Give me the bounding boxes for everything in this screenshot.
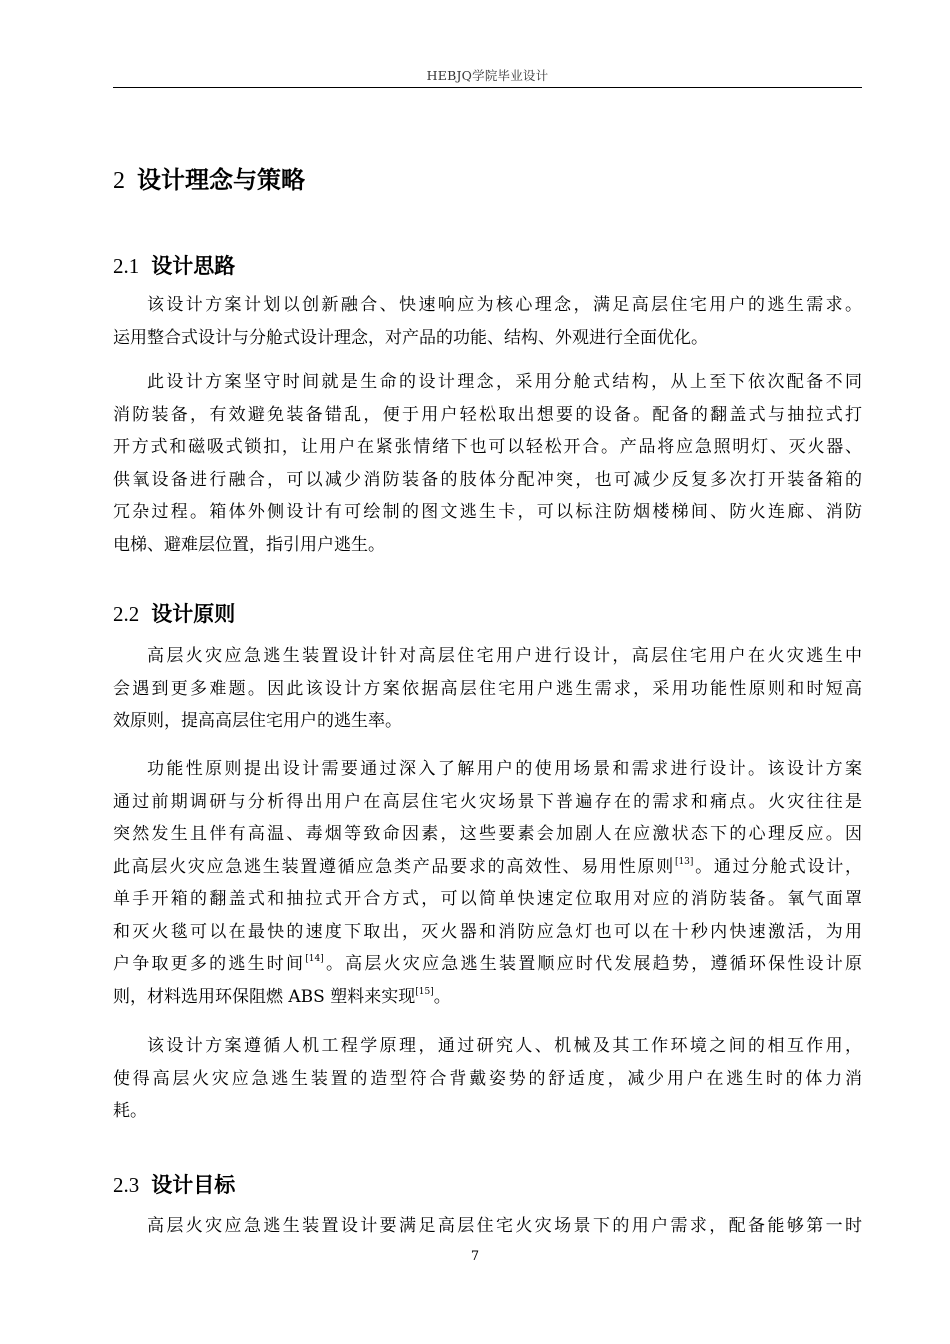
text-line: 运用整合式设计与分舱式设计理念，对产品的功能、结构、外观进行全面优化。 xyxy=(113,327,708,348)
text-line: 功能性原则提出设计需要通过深入了解用户的使用场景和需求进行设计。该设计方案 xyxy=(147,759,862,779)
section-title: 设计思路 xyxy=(151,254,236,278)
text-segment: 此高层火灾应急逃生装置遵循应急类产品要求的高效性、易用性原则 xyxy=(113,856,675,877)
text-line: 该设计方案计划以创新融合、快速响应为核心理念，满足高层住宅用户的逃生需求。 xyxy=(147,295,862,315)
text-line: 耗。 xyxy=(113,1101,147,1121)
chapter-number: 2 xyxy=(113,168,125,194)
text-line: 电梯、避难层位置，指引用户逃生。 xyxy=(113,534,385,555)
text-line: 通过前期调研与分析得出用户在高层住宅火灾场景下普遍存在的需求和痛点。火灾往往是 xyxy=(113,791,862,812)
citation-ref: [14] xyxy=(305,954,324,964)
text-line: 冗杂过程。箱体外侧设计有可绘制的图文逃生卡，可以标注防烟楼梯间、防火连廊、消防 xyxy=(113,502,862,522)
running-header: HEBJQ学院毕业设计 xyxy=(426,68,549,83)
paragraph xyxy=(113,289,862,354)
text-segment: 则，材料选用环保阻燃 ABS 塑料来实现 xyxy=(113,986,416,1007)
paragraph xyxy=(113,1210,862,1243)
text-line: 会遇到更多难题。因此该设计方案依据高层住宅用户逃生需求，采用功能性原则和时短高 xyxy=(113,678,862,699)
text-line: 供氧设备进行融合，可以减少消防装备的肢体分配冲突，也可减少反复多次打开装备箱的 xyxy=(113,469,862,490)
section-title: 设计原则 xyxy=(151,602,236,626)
text-segment: 。 xyxy=(433,986,451,1007)
section-number: 2.1 xyxy=(113,254,140,278)
text-line-cited xyxy=(113,851,862,884)
text-line: 该设计方案遵循人机工程学原理，通过研究人、机械及其工作环境之间的相互作用， xyxy=(147,1036,862,1056)
text-line: 此设计方案坚守时间就是生命的设计理念，采用分舱式结构，从上至下依次配备不同 xyxy=(147,372,862,392)
text-line-cited xyxy=(113,948,862,981)
section-title: 设计目标 xyxy=(151,1173,236,1197)
text-line: 开方式和磁吸式锁扣，让用户在紧张情绪下也可以轻松开合。产品将应急照明灯、灭火器、 xyxy=(113,437,862,457)
paragraph xyxy=(113,753,862,1013)
text-line: 单手开箱的翻盖式和抽拉式开合方式，可以简单快速定位取用对应的消防装备。氧气面罩 xyxy=(113,889,862,909)
chapter-title: 设计理念与策略 xyxy=(137,166,305,194)
section-number: 2.3 xyxy=(113,1173,140,1197)
text-line-cited xyxy=(113,981,862,1014)
text-line: 和灭火毯可以在最快的速度下取出，灭火器和消防应急灯也可以在十秒内快速激活，为用 xyxy=(113,921,862,942)
section-heading-2-3 xyxy=(113,1169,235,1199)
paragraph xyxy=(113,366,862,561)
text-line: 突然发生且伴有高温、毒烟等致命因素，这些要素会加剧人在应激状态下的心理反应。因 xyxy=(113,824,862,844)
section-heading-2-1 xyxy=(113,250,235,280)
page-number: 7 xyxy=(470,1249,480,1264)
text-segment: 。通过分舱式设计， xyxy=(693,856,863,877)
citation-ref: [15] xyxy=(415,986,434,997)
chapter-heading xyxy=(113,160,305,195)
text-line: 高层火灾应急逃生装置设计针对高层住宅用户进行设计，高层住宅用户在火灾逃生中 xyxy=(147,646,862,666)
paragraph xyxy=(113,1030,862,1128)
text-line: 高层火灾应急逃生装置设计要满足高层住宅火灾场景下的用户需求，配备能够第一时 xyxy=(147,1216,862,1236)
citation-ref: [13] xyxy=(674,856,694,867)
header-rule xyxy=(113,87,862,88)
text-segment: 户争取更多的逃生时间 xyxy=(113,954,306,974)
text-line: 使得高层火灾应急逃生装置的造型符合背戴姿势的舒适度，减少用户在逃生时的体力消 xyxy=(113,1068,862,1089)
section-heading-2-2 xyxy=(113,598,235,628)
section-number: 2.2 xyxy=(113,602,140,626)
text-segment: 。高层火灾应急逃生装置顺应时代发展趋势，遵循环保性设计原 xyxy=(323,954,863,974)
paragraph xyxy=(113,640,862,738)
text-line: 效原则，提高高层住宅用户的逃生率。 xyxy=(113,711,402,731)
text-line: 消防装备，有效避免装备错乱，便于用户轻松取出想要的设备。配备的翻盖式与抽拉式打 xyxy=(113,404,862,425)
